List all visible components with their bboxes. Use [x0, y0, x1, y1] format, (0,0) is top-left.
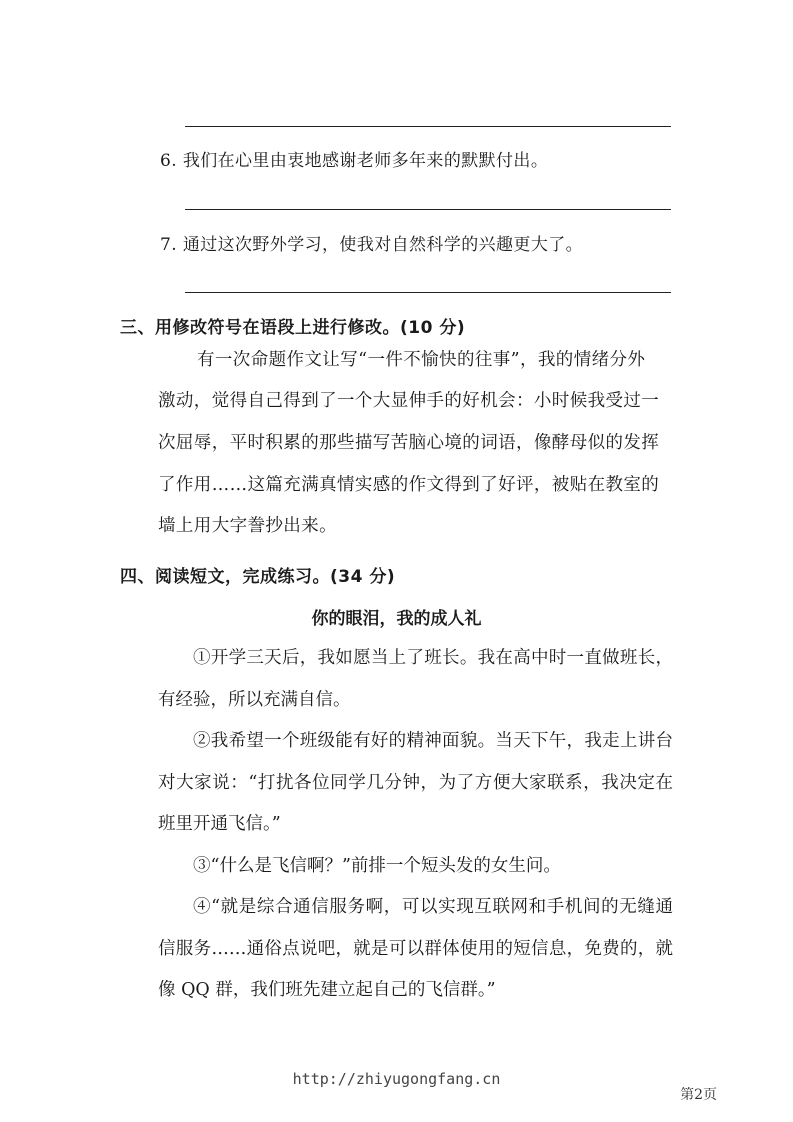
section-3-heading: 三、用修改符号在语段上进行修改。(10 分) [120, 318, 466, 338]
answer-line [185, 126, 671, 127]
section-4-heading: 四、阅读短文，完成练习。(34 分) [120, 567, 396, 587]
footer-url: http://zhiyugongfang.cn [292, 1070, 501, 1088]
article-body [158, 638, 673, 1012]
passage-line: 次屈辱，平时积累的那些描写苦脑心境的词语，像酵母似的发挥 [158, 433, 660, 453]
passage-line: 激动，觉得自己得到了一个大显伸手的好机会：小时候我受过一 [158, 391, 660, 411]
passage-line: 墙上用大字誊抄出来。 [158, 516, 337, 536]
article-title: 你的眼泪，我的成人礼 [311, 609, 482, 629]
page-number: 第2页 [680, 1087, 717, 1103]
article-paragraph: ④“就是综合通信服务啊，可以实现互联网和手机间的无缝通信服务……通俗点说吧，就是可以群体使用的短信息，免费的，就像 QQ 群，我们班先建立起自己的飞信群。” [158, 897, 673, 1000]
passage-line: 了作用……这篇充满真情实感的作文得到了好评，被贴在教室的 [158, 475, 660, 495]
article-paragraph: ②我希望一个班级能有好的精神面貌。当天下午，我走上讲台对大家说：“打扰各位同学几分钟，为了方便大家联系，我决定在班里开通飞信。” [158, 731, 673, 834]
question-7: 7. 通过这次野外学习，使我对自然科学的兴趣更大了。 [160, 235, 584, 255]
question-6: 6. 我们在心里由衷地感谢老师多年来的默默付出。 [160, 151, 549, 171]
answer-line [185, 292, 671, 293]
answer-line [185, 209, 671, 210]
article-paragraph: ③“什么是飞信啊？”前排一个短头发的女生问。 [193, 855, 561, 876]
passage-line: 有一次命题作文让写“一件不愉快的往事”，我的情绪分外 [197, 350, 646, 370]
article-paragraph: ①开学三天后，我如愿当上了班长。我在高中时一直做班长，有经验，所以充满自信。 [158, 648, 673, 710]
